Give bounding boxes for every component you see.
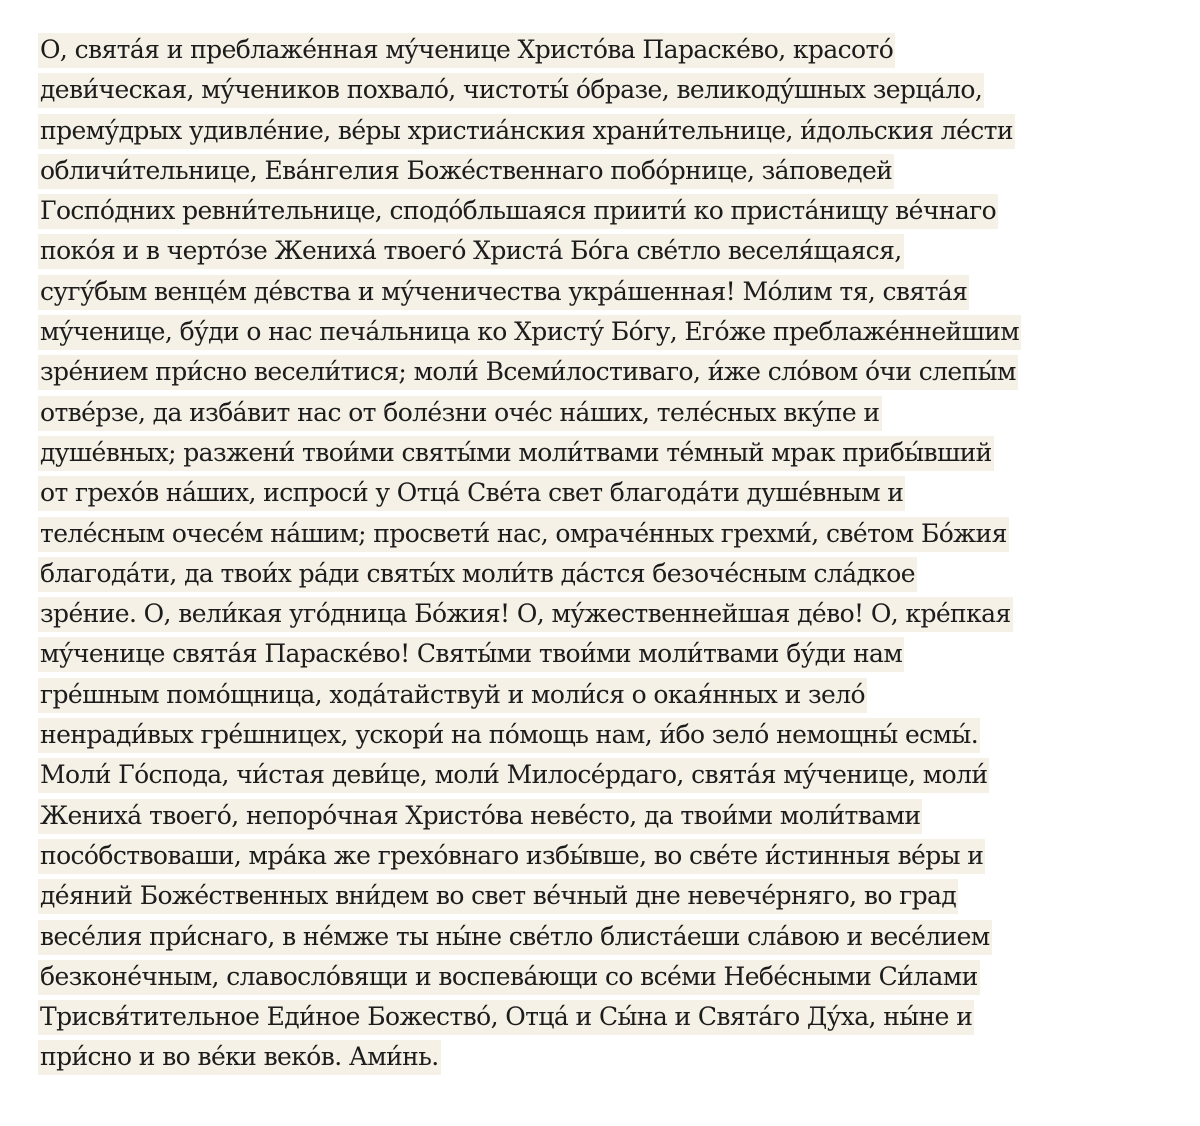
text-line: посо́бствоваши, мра́ка же грехо́внаго избы́вше, во све́те и́стинныя ве́ры и	[38, 836, 1188, 876]
prayer-text	[38, 30, 1188, 1078]
text-line: прему́дрых удивле́ние, ве́ры христиа́нския храни́тельнице, и́дольския ле́сти	[38, 111, 1188, 151]
text-line: отве́рзе, да изба́вит нас от боле́зни оче́с на́ших, теле́сных вку́пе и	[38, 393, 1188, 433]
text-line: зре́нием при́сно весели́тися; моли́ Всеми́лостиваго, и́же сло́вом о́чи слепы́м	[38, 352, 1188, 392]
text-line: ненради́вых гре́шницех, ускори́ на по́мощь нам, и́бо зело́ немощны́ есмы́.	[38, 715, 1188, 755]
text-line: зре́ние. О, вели́кая уго́дница Бо́жия! О, му́жественнейшая де́во! О, кре́пкая	[38, 594, 1188, 634]
text-line: от грехо́в на́ших, испроси́ у Отца́ Све́та свет благода́ти душе́вным и	[38, 473, 1188, 513]
text-line: Жениха́ твоего́, непоро́чная Христо́ва неве́сто, да твои́ми моли́твами	[38, 796, 1188, 836]
text-line: поко́я и в черто́зе Жениха́ твоего́ Христа́ Бо́га све́тло веселя́щаяся,	[38, 231, 1188, 271]
text-line: обличи́тельнице, Ева́нгелия Боже́ственнаго побо́рнице, за́поведей	[38, 151, 1188, 191]
text-line: сугу́бым венце́м де́вства и му́ченичества укра́шенная! Мо́лим тя, свята́я	[38, 272, 1188, 312]
text-line: безконе́чным, славосло́вящи и воспева́ющи со все́ми Небе́сными Си́лами	[38, 957, 1188, 997]
text-line: О, свята́я и преблаже́нная му́ченице Христо́ва Параске́во, красото́	[38, 30, 1188, 70]
text-line: Трисвя́тительное Еди́ное Божество́, Отца́ и Сы́на и Свята́го Ду́ха, ны́не и	[38, 997, 1188, 1037]
text-line: теле́сным очесе́м на́шим; просвети́ нас, омраче́нных грехми́, све́том Бо́жия	[38, 514, 1188, 554]
text-line: весе́лия при́снаго, в не́мже ты ны́не све́тло блиста́еши сла́вою и весе́лием	[38, 917, 1188, 957]
text-line: душе́вных; разжени́ твои́ми святы́ми моли́твами те́мный мрак прибы́вший	[38, 433, 1188, 473]
text-line: Моли́ Го́спода, чи́стая деви́це, моли́ Милосе́рдаго, свята́я му́ченице, моли́	[38, 755, 1188, 795]
text-line: деви́ческая, му́чеников похвало́, чистоты́ о́бразе, великоду́шных зерца́ло,	[38, 70, 1188, 110]
text-line: при́сно и во ве́ки веко́в. Ами́нь.	[38, 1037, 1188, 1077]
text-line: благода́ти, да твои́х ра́ди святы́х моли́тв да́стся безоче́сным сла́дкое	[38, 554, 1188, 594]
text-line: де́яний Боже́ственных вни́дем во свет ве́чный дне невече́рняго, во град	[38, 876, 1188, 916]
text-line: му́ченице свята́я Параске́во! Святы́ми твои́ми моли́твами бу́ди нам	[38, 634, 1188, 674]
text-line: Госпо́дних ревни́тельнице, сподо́бльшаяся приити́ ко приста́нищу ве́чнаго	[38, 191, 1188, 231]
text-line: му́ченице, бу́ди о нас печа́льница ко Христу́ Бо́гу, Его́же преблаже́ннейшим	[38, 312, 1188, 352]
text-line: гре́шным помо́щница, хода́тайствуй и моли́ся о окая́нных и зело́	[38, 675, 1188, 715]
